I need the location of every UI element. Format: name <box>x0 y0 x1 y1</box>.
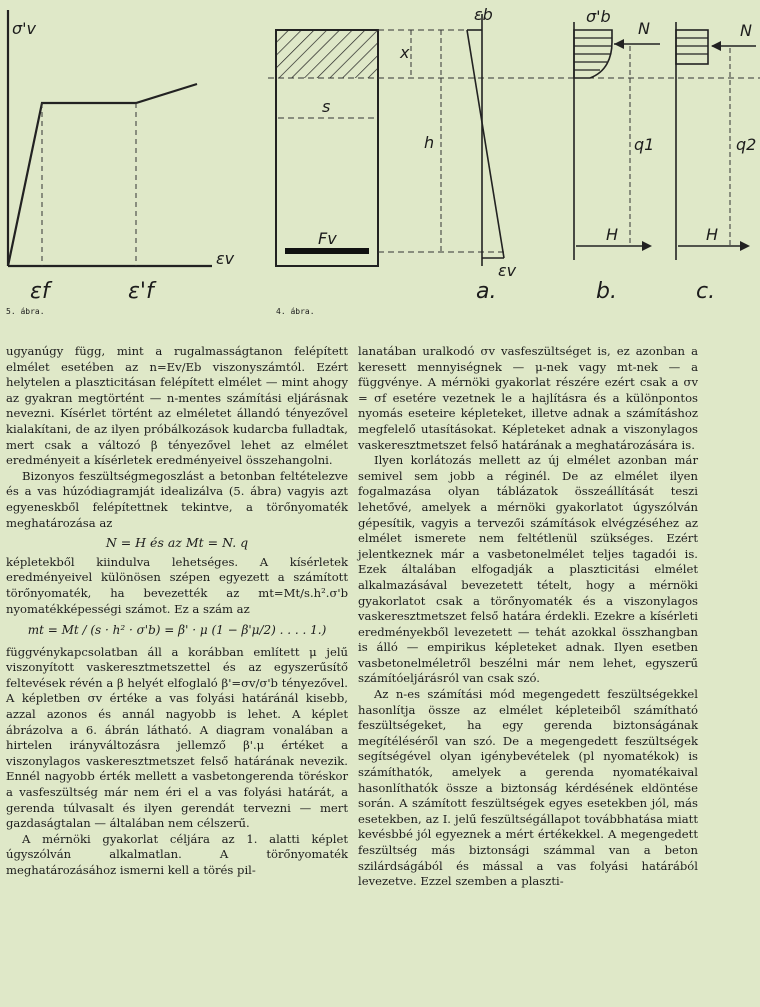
fig4c-n-arrowhead <box>711 41 721 51</box>
right-paragraph-3: Az n-es számítási mód megengedett feszültségekkel hasonlítja össze az elmélet képleteiből számítható feszültségeket, ha egy gerenda biztonságának megítéléséről van szó. De a megengedett feszültségek segítségével olyan igénybevételek (pl nyomatékok) is számíthatók, amelyek a gerenda nyomatékaival hasonlíthatók össze a biztonság kérdésének eldöntése során. A számított feszültségek egyes esetekben jól, más esetekben, az I. jelű feszültségállapot továbbhatása miatt kevésbbé jól egyeznek a mért értékekkel. A megengedett feszültség más biztonsági számmal van a beton szilárdságából és mással a vas folyási határából levezetve. Ezzel szemben a plaszti- <box>358 687 698 889</box>
left-text-column <box>6 344 348 879</box>
figure-4-panel-c-stress <box>676 21 756 304</box>
figure-4-panel-a-strain <box>467 5 517 304</box>
fig4b-label-n: N <box>638 19 650 38</box>
figures-area <box>0 0 760 320</box>
fig4c-stress-block <box>676 30 708 64</box>
fig4-label-fv: Fv <box>318 229 337 248</box>
fig5-caption: 5. ábra. <box>6 307 45 316</box>
fig5-y-label: σ'v <box>12 19 37 38</box>
left-paragraph-2: Bizonyos feszültségmegoszlást a betonban feltételezve és a vas húzódiagramját idealizálva (5. ábra) vagyis azt egyeneskből felépítettnek tekintve, a törőnyomaték meghatározása az <box>6 468 348 530</box>
figure-5-stress-strain-diagram <box>8 10 235 304</box>
fig4b-n-arrowhead <box>614 39 624 49</box>
fig4c-label-q2: q2 <box>736 135 757 154</box>
left-paragraph-1: ugyanúgy függ, mint a rugalmasságtanon felépített elmélet esetében az n=Ev/Eb viszonyszámtól. Ezért helytelen a plaszticitásan felépített elmélet — mint ahogy az gyakran megtörtént — n-mentes számítási eljárásnak nevezni. Kísérlet történt az elméletet állandó tényezővel kialakítani, de az ilyen próbálkozások kudarcba fulladtak, mert csak a változó β tényezővel lehet az elmélet eredményeit a kísérletek eredményeivel összehangolni. <box>6 344 348 468</box>
left-paragraph-5: A mérnöki gyakorlat céljára az 1. alatti képlet úgyszólván alkalmatlan. A törőnyomaték meghatározásához ismerni kell a törés pil- <box>6 831 348 877</box>
figure-4-panel-b-stress <box>574 7 660 304</box>
figure-4-cross-section <box>268 30 760 266</box>
fig4a-panel-label: a. <box>476 279 497 304</box>
fig4-caption: 4. ábra. <box>276 307 315 316</box>
fig4b-label-sigma-b: σ'b <box>586 7 611 26</box>
fig5-tick-ef-prime: ε'f <box>128 279 154 304</box>
fig4-steel-bar <box>285 248 369 254</box>
fig4a-label-eps-b: εb <box>474 5 493 24</box>
formula-equilibrium: N = H és az Mt = N. q <box>105 535 249 551</box>
fig4-label-s: s <box>322 97 331 116</box>
fig4c-h-arrowhead <box>740 241 750 251</box>
fig4c-panel-label: c. <box>696 279 716 304</box>
fig4-label-h: h <box>424 133 435 152</box>
right-paragraph-2: Ilyen korlátozás mellett az új elmélet azonban már semivel sem jobb a réginél. De az elmélet ilyen fogalmazása olyan táblázatok összeállítását teszi lehetővé, amelyek a mérnöki gyakorlatot úgyszólván gépesítik, vagyis a tervezői számítások elvégzéséhez az elmélet ismerete nem feltétlenül szükséges. Ezért jelentkeznek már a vasbetonelmélet teljes tagadói is. Ezek általában elfogadják a plaszticitási elmélet alkalmazásával bevezetett tételt, hogy a mérnöki gyakorlatot csak a törőnyomaték és a viszonylagos vaskeresztmetszet felső határa érdekli. Ezekre a kísérleti eredményekből levezetett — tehát azokkal összhangban is álló — empirikus képleteket adnak. Ilyen esetben vasbetonelméletről beszélni már nem lehet, egyszerű számítóeljárásról van csak szó. <box>358 453 698 686</box>
fig4c-label-n: N <box>740 21 752 40</box>
fig4-compression-zone <box>277 31 377 78</box>
fig5-x-label: εv <box>216 249 235 268</box>
fig4-label-x: x <box>400 43 410 62</box>
fig5-tick-ef: εf <box>30 279 50 304</box>
fig4b-h-arrowhead <box>642 241 652 251</box>
formula-moment-capacity: mt = Mt / (s · h² · σ'b) = β' · μ (1 − β'μ/2) . . . . 1.) <box>27 623 327 638</box>
fig4b-label-q1: q1 <box>634 135 655 154</box>
fig5-curve <box>8 84 197 266</box>
right-paragraph-1: lanatában uralkodó σv vasfeszültséget is, ez azonban a keresett mennyiségnek — μ-nek vagy mt-nek — a függvénye. A mérnöki gyakorlat részére ezért csak a σv = σf esetére vezetnek le a hajlításra és a különpontos nyomás eseteire képleteket, illetve adnak a számításhoz megfelelő utasításokat. Képleteket adnak a viszonylagos vaskeresztmetszet felső határának a meghatározására is. <box>358 344 698 452</box>
right-text-column <box>358 344 698 890</box>
left-paragraph-3: képletekből kiindulva lehetséges. A kísérletek eredményeivel különösen szépen egyezett a számított törőnyomaték, ha bevezették az mt=Mt/s.h².σ'b nyomatékképességi számot. Ez a szám az <box>6 554 348 616</box>
left-paragraph-4: függvénykapcsolatban áll a korábban említett μ jelű viszonyított vaskeresztmetszettel és az egyszerűsítő feltevések révén a β helyét elfoglaló β'=σv/σ'b tényezővel. A képletben σv értéke a vas folyási határánál kisebb, azzal azonos és annál nagyobb is lehet. A képlet ábrázolva a 6. ábrán látható. A diagram vonalában a hirtelen irányváltozásra jellemző β'.μ értéket a viszonylagos vaskeresztmetszet felső határának nevezik. Ennél nagyobb érték mellett a vasbetongerenda töréskor a vasfeszültség már nem éri el a vas folyási határát, a gerenda túlvasalt és ilyen gerendát tervezni — mert gazdaságtalan — általában nem célszerű. <box>6 644 348 831</box>
fig4a-label-eps-v: εv <box>498 261 517 280</box>
fig4c-label-h: H <box>706 225 719 244</box>
fig4a-strain-line <box>467 30 504 258</box>
fig4b-panel-label: b. <box>596 279 617 304</box>
fig4b-label-h: H <box>606 225 619 244</box>
